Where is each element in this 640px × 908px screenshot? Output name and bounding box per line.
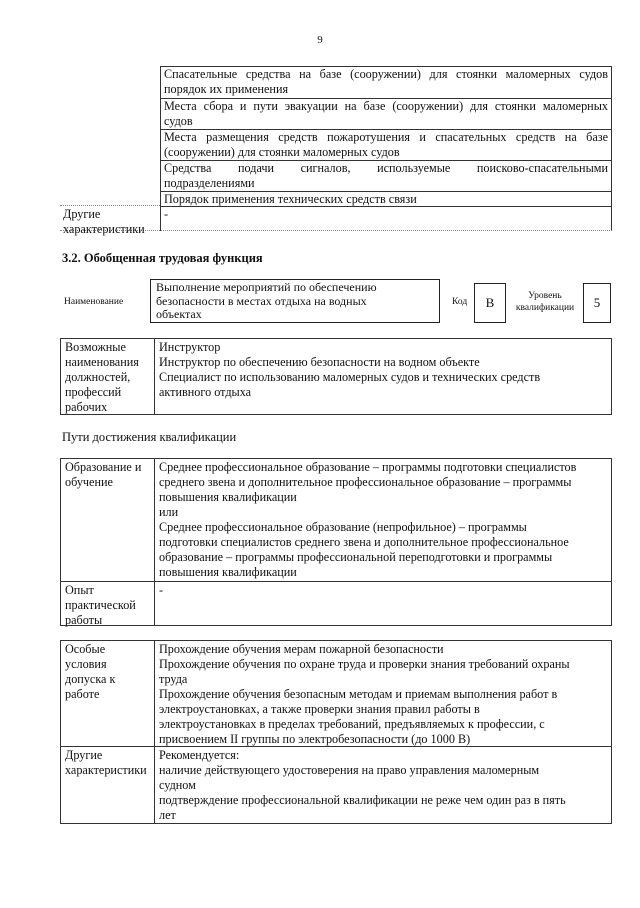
experience-label: Опыт практической работы xyxy=(65,583,136,627)
code-value: B xyxy=(474,283,506,323)
qualification-level-label: Уровень квалификации xyxy=(515,291,575,313)
table-row: Места размещения средств пожаротушения и спасательных средств на базе (сооружении) для стоянки маломерных судов xyxy=(164,130,608,159)
section-title: 3.2. Обобщенная трудовая функция xyxy=(62,251,263,265)
table-row: Места сбора и пути эвакуации на базе (сооружении) для стоянки маломерных судов xyxy=(164,99,608,128)
qualification-level-value: 5 xyxy=(583,283,611,323)
code-label: Код xyxy=(452,297,468,307)
function-name-box: Выполнение мероприятий по обеспечению безопасности в местах отдыха на водных объектах xyxy=(150,279,440,323)
conditions-requirements: Прохождение обучения мерам пожарной безопасности Прохождение обучения по охране труда и проверки знания требований охраны труда Прохождение обучения безопасным методам и приемам выполнения работ в электроустановках, а также проверки знания правил работы в электроустановках в пределах требований, предъявляемых к профессии, с присвоением II группы по электробезопасности (до 1000 В) xyxy=(159,642,570,746)
table-row: Порядок применения технических средств связи xyxy=(164,192,417,206)
education-table xyxy=(60,458,612,626)
page-number: 9 xyxy=(317,34,323,46)
table-row: Спасательные средства на базе (сооружении) для стоянки маломерных судов порядок их применения xyxy=(164,67,608,96)
knowledge-table xyxy=(60,66,612,236)
conditions-label: Особые условия допуска к работе xyxy=(65,642,116,701)
positions-label: Возможные наименования должностей, профессий рабочих xyxy=(65,340,139,414)
other-characteristics-label: Другие характеристики xyxy=(65,748,147,777)
conditions-table xyxy=(60,640,612,824)
qualification-heading: Пути достижения квалификации xyxy=(62,430,237,444)
positions-list: Инструктор Инструктор по обеспечению безопасности на водном объекте Специалист по использованию маломерных судов и технических средств активного отдыха xyxy=(159,340,541,399)
dotted-row-divider xyxy=(60,205,160,206)
education-label: Образование и обучение xyxy=(65,460,142,489)
education-requirements: Среднее профессиональное образование – программы подготовки специалистов среднего звена и дополнительное профессиональное образование – программы повышения квалификации или Среднее профессиональное образование (непрофильное) – программы подготовки специалистов среднего звена и дополнительное профессиональное образование – программы профессиональной переподготовки и программы повышения квалификации xyxy=(159,460,577,579)
other-characteristics-label: Другие характеристики xyxy=(63,207,145,236)
experience-value: - xyxy=(159,583,164,597)
other-characteristics-value: Рекомендуется: наличие действующего удостоверения на право управления маломерным судном подтверждение профессиональной квалификации не реже чем один раз в пять лет xyxy=(159,748,566,822)
function-name-label: Наименование xyxy=(64,297,124,307)
other-characteristics-value: - xyxy=(164,207,169,221)
table-row: Средства подачи сигналов, используемые поисково-спасательными подразделениями xyxy=(164,161,608,190)
positions-table xyxy=(60,338,612,415)
row-divider xyxy=(61,581,611,582)
